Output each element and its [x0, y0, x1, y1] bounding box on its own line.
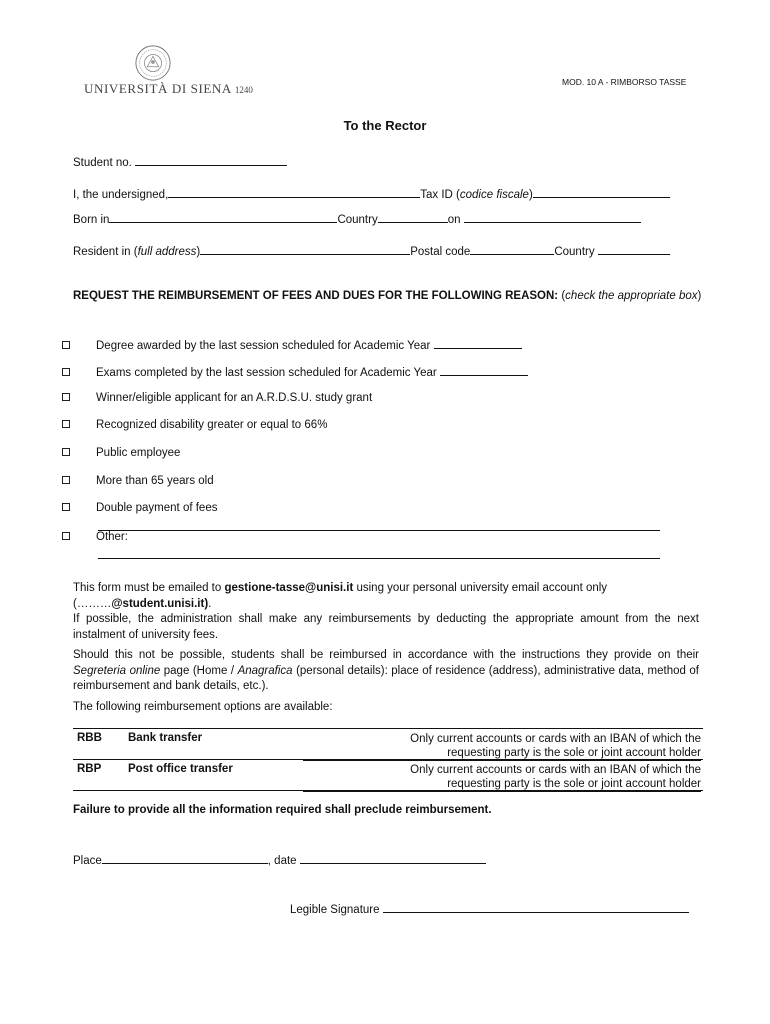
born-row: [73, 211, 641, 226]
undersigned-label: I, the undersigned,: [73, 189, 169, 201]
name-field[interactable]: [168, 186, 420, 198]
option-other[interactable]: Other:: [62, 531, 682, 543]
birthplace-field[interactable]: [109, 211, 337, 223]
options-intro: The following reimbursement options are available:: [73, 701, 333, 713]
request-heading: REQUEST THE REIMBURSEMENT OF FEES AND DUES FOR THE FOLLOWING REASON: (check the appropriate box): [73, 290, 702, 302]
instructions-paragraph: Should this not be possible, students shall be reimbursed in accordance with the instructions they provide on their Segreteria online page (Home / Anagrafica (personal details): place of residence (address), administrative data, method of reimbursement and bank details, etc.).: [73, 649, 699, 692]
exams-year-field[interactable]: [440, 364, 528, 376]
postal-code-field[interactable]: [470, 243, 554, 255]
page-title: To the Rector: [343, 118, 427, 133]
option-double-payment[interactable]: Double payment of fees: [62, 502, 682, 514]
option-study-grant[interactable]: Winner/eligible applicant for an A.R.D.S.U. study grant: [62, 392, 682, 404]
student-no-label: Student no.: [73, 157, 132, 169]
tax-id-label: Tax ID (codice fiscale): [420, 189, 533, 201]
birth-date-field[interactable]: [464, 211, 641, 223]
table-row: RBB Bank transfer Only current accounts or cards with an IBAN of which the requesting party is the sole or joint account holder: [73, 728, 703, 759]
place-date-row: [73, 852, 486, 867]
logo-name: UNIVERSITÀ DI SIENA: [84, 81, 232, 96]
degree-year-field[interactable]: [434, 337, 522, 349]
checkbox[interactable]: [62, 503, 70, 511]
signature-field[interactable]: [383, 901, 689, 913]
resident-row: [73, 243, 670, 258]
student-no-row: [73, 154, 287, 169]
tax-id-field[interactable]: [533, 186, 670, 198]
fees-email[interactable]: gestione-tasse@unisi.it: [224, 582, 354, 594]
university-logo: [82, 42, 253, 98]
checkbox[interactable]: [62, 341, 70, 349]
option-degree[interactable]: Degree awarded by the last session scheduled for Academic Year: [62, 337, 682, 352]
place-label: Place: [73, 855, 102, 867]
postal-code-label: Postal code: [410, 246, 471, 258]
place-field[interactable]: [102, 852, 268, 864]
address-field[interactable]: [200, 243, 410, 255]
born-in-label: Born in: [73, 214, 110, 226]
logo-year: 1240: [234, 85, 253, 95]
option-exams[interactable]: Exams completed by the last session scheduled for Academic Year: [62, 364, 682, 379]
date-field[interactable]: [300, 852, 486, 864]
date-label: , date: [267, 855, 297, 867]
email-instructions: This form must be emailed to gestione-tasse@unisi.it using your personal university email account only (………@student.unisi.it). If possible, the administration shall make any reimbursements by deducting the appropriate amount from the next instalment of university fees.: [73, 582, 699, 641]
admin-paragraph: If possible, the administration shall make any reimbursements by deducting the appropriate amount from the next instalment of university fees.: [73, 613, 699, 641]
student-no-field[interactable]: [135, 154, 287, 166]
checkbox[interactable]: [62, 532, 70, 540]
university-seal-icon: [134, 44, 172, 82]
signature-label: Legible Signature: [290, 904, 380, 916]
country-label: Country: [337, 214, 378, 226]
checkbox[interactable]: [62, 420, 70, 428]
option-public-employee[interactable]: Public employee: [62, 447, 682, 459]
failure-note: Failure to provide all the information required shall preclude reimbursement.: [73, 804, 492, 816]
country2-label: Country: [554, 246, 595, 258]
checkbox[interactable]: [62, 476, 70, 484]
resident-country-field[interactable]: [598, 243, 670, 255]
checkbox[interactable]: [62, 393, 70, 401]
student-email: @student.unisi.it): [111, 597, 209, 610]
table-row: RBP Post office transfer Only current accounts or cards with an IBAN of which the requesting party is the sole or joint account holder: [73, 759, 703, 791]
form-code: MOD. 10 A - RIMBORSO TASSE: [562, 77, 687, 87]
option-over-65[interactable]: More than 65 years old: [62, 475, 682, 487]
resident-label: Resident in (full address): [73, 246, 201, 258]
other-reason-line[interactable]: [98, 558, 660, 559]
on-label: on: [447, 214, 461, 226]
checkbox[interactable]: [62, 368, 70, 376]
signature-row: [290, 901, 689, 916]
option-disability[interactable]: Recognized disability greater or equal to 66%: [62, 419, 682, 431]
undersigned-row: [73, 186, 670, 201]
reimbursement-table: [73, 728, 703, 791]
birth-country-field[interactable]: [378, 211, 448, 223]
checkbox[interactable]: [62, 448, 70, 456]
